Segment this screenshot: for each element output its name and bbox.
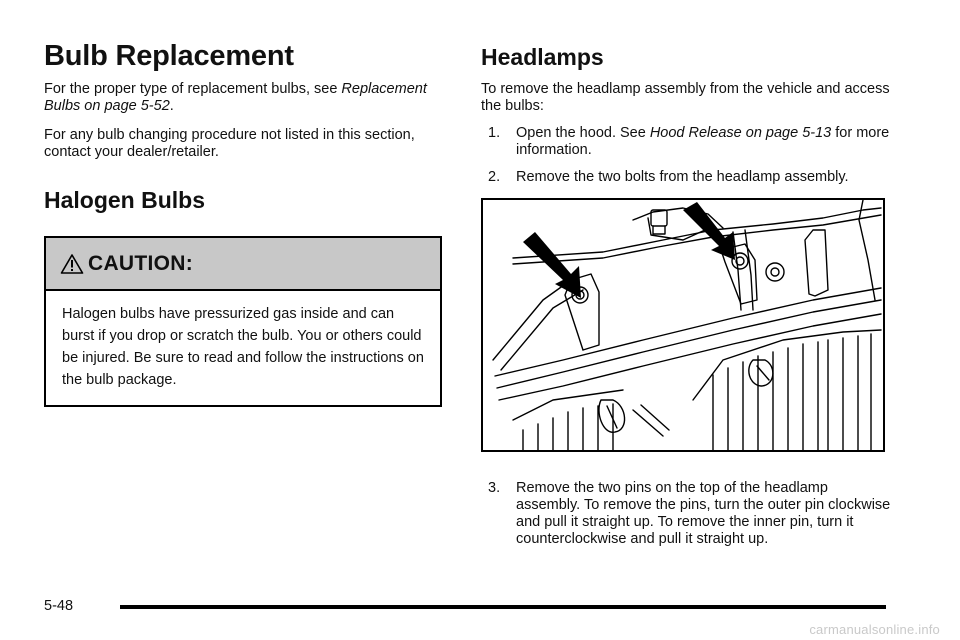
- step-1: 1. Open the hood. See Hood Release on page 5-13 for more information.: [488, 125, 890, 158]
- caution-box: [44, 236, 442, 407]
- replacement-bulbs-link[interactable]: Replacement Bulbs on page 5-52: [44, 81, 427, 114]
- hood-release-link[interactable]: Hood Release on page 5-13: [649, 125, 832, 141]
- replacement-bulbs-paragraph: For the proper type of replacement bulbs, see Replacement Bulbs on page 5-52.: [44, 81, 427, 114]
- dealer-paragraph: For any bulb changing procedure not listed in this section, contact your dealer/retailer.: [44, 127, 415, 160]
- caution-title: CAUTION:: [88, 251, 194, 275]
- halogen-bulbs-heading: Halogen Bulbs: [44, 187, 206, 213]
- headlamps-intro: To remove the headlamp assembly from the vehicle and access the bulbs:: [481, 81, 890, 114]
- page-title: Bulb Replacement: [44, 40, 294, 72]
- step-3: 3. Remove the two pins on the top of the headlamp assembly. To remove the pins, turn the outer pin clockwise and pull it straight up. To remove the inner pin, turn it counterclockwise and pull it straight up.: [488, 480, 891, 547]
- caution-body: Halogen bulbs have pressurized gas inside and can burst if you drop or scratch the bulb. You or others could be injured. Be sure to read and follow the instructions on the bulb package.: [62, 306, 424, 388]
- watermark: carmanualsonline.info: [809, 622, 940, 637]
- page-number: 5-48: [44, 598, 74, 614]
- steps-list-continued: [481, 480, 891, 548]
- warning-triangle-icon: [60, 253, 84, 275]
- left-column: [44, 40, 446, 407]
- page-footer: [44, 598, 886, 618]
- headlamp-illustration: [481, 198, 885, 452]
- footer-rule: [120, 605, 886, 609]
- headlamps-heading: Headlamps: [481, 44, 604, 70]
- caution-header: [46, 238, 440, 291]
- steps-list: [481, 125, 891, 186]
- step-2: 2. Remove the two bolts from the headlamp assembly.: [488, 169, 849, 185]
- headlamp-drawing: [483, 200, 883, 450]
- right-column: [481, 44, 891, 548]
